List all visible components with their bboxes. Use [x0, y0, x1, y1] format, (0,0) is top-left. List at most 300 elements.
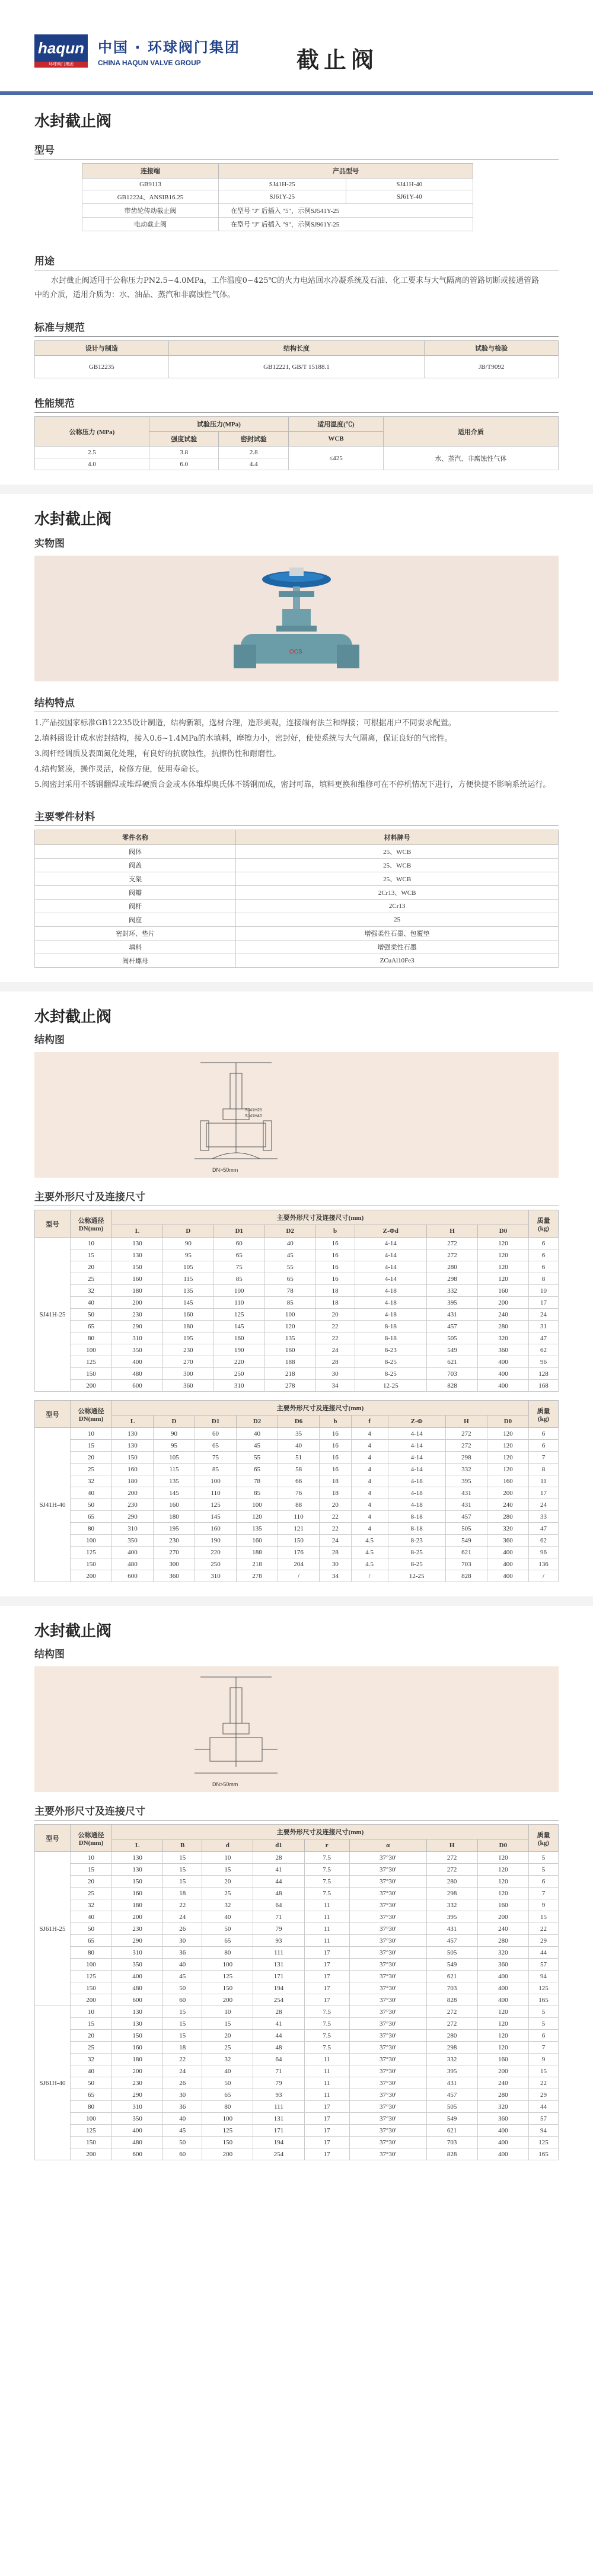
- table-cell: 120: [477, 2030, 528, 2042]
- table-cell: 80: [71, 1947, 112, 1959]
- table-header: 适用温度(℃): [289, 417, 384, 432]
- table-row: [35, 1285, 559, 1297]
- table-cell: 621: [445, 1547, 487, 1558]
- table-cell: 17: [304, 2148, 349, 2160]
- table-cell: 135: [154, 1475, 195, 1487]
- table-cell: 350: [112, 2113, 163, 2125]
- table-cell: 44: [529, 1947, 559, 1959]
- table-header: D0: [487, 1415, 528, 1428]
- table-cell: 40: [264, 1238, 315, 1249]
- table-cell: 2.8: [219, 447, 289, 458]
- table-cell: 190: [195, 1535, 237, 1547]
- table-cell: 37°30': [349, 1959, 426, 1971]
- table-row: [35, 1982, 559, 1994]
- table-cell: 4.5: [351, 1547, 388, 1558]
- table-cell: 40: [71, 1487, 112, 1499]
- table-cell: 278: [264, 1380, 315, 1392]
- table-cell: 621: [426, 2125, 477, 2137]
- table-cell: 95: [162, 1249, 213, 1261]
- table-cell: 9: [529, 1899, 559, 1911]
- table-cell: 94: [529, 1971, 559, 1982]
- table-cell: 130: [112, 2006, 163, 2018]
- table-cell: 400: [112, 1356, 163, 1368]
- table-header: f: [351, 1415, 388, 1428]
- table-row: [35, 2089, 559, 2101]
- table-cell: 600: [112, 1570, 154, 1582]
- performance-heading: 性能规范: [34, 395, 559, 413]
- table-header: L: [112, 1225, 163, 1238]
- table-cell: 22: [320, 1523, 352, 1535]
- table-cell: 100: [213, 1285, 264, 1297]
- table-cell: 16: [320, 1440, 352, 1452]
- table-cell: 120: [478, 1249, 529, 1261]
- table-header: 产品型号: [219, 164, 473, 178]
- table-cell: 37°30': [349, 2054, 426, 2065]
- table-cell: 17: [529, 1297, 559, 1309]
- table-row: [35, 1935, 559, 1947]
- table-cell: 40: [237, 1428, 278, 1440]
- table-cell: 8-23: [388, 1535, 445, 1547]
- table-cell: 110: [278, 1511, 320, 1523]
- table-cell: 120: [477, 2006, 528, 2018]
- table-cell: 310: [112, 1947, 163, 1959]
- table-cell: 188: [264, 1356, 315, 1368]
- table-cell: 37°30': [349, 2030, 426, 2042]
- table-cell: 37°30': [349, 2137, 426, 2148]
- table-cell: 111: [253, 1947, 304, 1959]
- table-cell: 828: [427, 1380, 478, 1392]
- table-header: D1: [213, 1225, 264, 1238]
- table-cell: 6: [529, 1238, 559, 1249]
- table-cell: 在型号 "J" 后插入 "5"，示例SJ541Y-25: [219, 204, 473, 218]
- table-cell: 360: [162, 1380, 213, 1392]
- table-cell: 320: [477, 1947, 528, 1959]
- table-cell: 25: [202, 1888, 253, 1899]
- table-row: [35, 1535, 559, 1547]
- section-divider: [0, 982, 593, 991]
- table-row: [35, 886, 559, 900]
- table-cell: 125: [71, 1547, 112, 1558]
- table-row: [82, 218, 473, 231]
- table-cell: 5: [529, 2006, 559, 2018]
- table-cell: 17: [304, 1971, 349, 1982]
- table-cell: 96: [529, 1547, 559, 1558]
- table-cell: 7.5: [304, 1888, 349, 1899]
- table-header: b: [320, 1415, 352, 1428]
- table-cell: 50: [71, 1923, 112, 1935]
- table-cell: 254: [253, 1994, 304, 2006]
- table-row: [35, 1876, 559, 1888]
- table-cell: 160: [195, 1523, 237, 1535]
- table-header: L: [112, 1415, 154, 1428]
- table-cell: 200: [112, 1487, 154, 1499]
- table-cell: 30: [315, 1368, 355, 1380]
- table-cell: 16: [315, 1249, 355, 1261]
- section-welded: [0, 1606, 593, 1663]
- table-cell: 37°30': [349, 2125, 426, 2137]
- table-cell: 36: [163, 2101, 202, 2113]
- table-row: [35, 1273, 559, 1285]
- table-cell: 3.8: [149, 447, 219, 458]
- brand-name-cn: 中国 · 环球阀门集团: [98, 39, 240, 56]
- table-cell: 37°30': [349, 1899, 426, 1911]
- table-header: 密封试验: [219, 432, 289, 447]
- table-cell: 160: [154, 1499, 195, 1511]
- table-cell: 310: [195, 1570, 237, 1582]
- table-cell: GB12235: [35, 356, 169, 378]
- table-cell: 55: [264, 1261, 315, 1273]
- table-header: 设计与制造: [35, 341, 169, 356]
- table-cell: 194: [253, 2137, 304, 2148]
- table-cell: 58: [278, 1464, 320, 1475]
- table-cell: 65: [213, 1249, 264, 1261]
- table-cell: 332: [445, 1464, 487, 1475]
- table-cell: /: [278, 1570, 320, 1582]
- table-cell: 400: [112, 1971, 163, 1982]
- table-cell: 7: [529, 1452, 559, 1464]
- table-cell: 阀杆螺母: [35, 954, 236, 968]
- table-cell: 480: [112, 1558, 154, 1570]
- table-cell: 37°30': [349, 2006, 426, 2018]
- table-header-row: [35, 417, 559, 432]
- dim-block-1: [0, 1178, 593, 1582]
- table-cell: 4-18: [388, 1475, 445, 1487]
- table-cell: GB9113: [82, 178, 219, 190]
- table-cell: 37°30': [349, 2018, 426, 2030]
- table-cell: 400: [477, 1971, 528, 1982]
- table-cell: 400: [477, 1994, 528, 2006]
- table-cell: 17: [304, 1994, 349, 2006]
- table-cell: 400: [477, 2137, 528, 2148]
- table-cell: 16: [315, 1273, 355, 1285]
- table-cell: 150: [202, 2137, 253, 2148]
- table-cell: 11: [304, 1911, 349, 1923]
- table-cell: 密封环、垫片: [35, 927, 236, 941]
- table-cell: 180: [112, 1899, 163, 1911]
- table-cell: 37°30': [349, 1947, 426, 1959]
- table-cell: 11: [304, 1899, 349, 1911]
- table-cell: 8: [529, 1464, 559, 1475]
- table-cell: 37°30': [349, 1911, 426, 1923]
- table-cell: 37°30': [349, 1852, 426, 1864]
- table-cell: 11: [304, 2089, 349, 2101]
- table-cell: 37°30': [349, 2065, 426, 2077]
- table-cell: 78: [264, 1285, 315, 1297]
- table-cell: 188: [237, 1547, 278, 1558]
- table-cell: 8-25: [388, 1558, 445, 1570]
- table-header: 零件名称: [35, 830, 236, 845]
- table-header: 型号: [35, 1210, 71, 1238]
- table-row: [35, 2006, 559, 2018]
- table-cell: 150: [71, 1982, 112, 1994]
- table-cell: 11: [304, 2054, 349, 2065]
- table-cell: 25: [71, 1273, 112, 1285]
- table-cell: 130: [112, 1238, 163, 1249]
- table-cell: 200: [71, 2148, 112, 2160]
- table-cell: 12-25: [355, 1380, 427, 1392]
- table-header: α: [349, 1839, 426, 1852]
- table-cell: 18: [315, 1297, 355, 1309]
- table-cell: 7.5: [304, 2018, 349, 2030]
- table-row: [35, 1309, 559, 1321]
- table-cell: 8-18: [388, 1511, 445, 1523]
- brand-name-en: CHINA HAQUN VALVE GROUP: [98, 59, 201, 67]
- table-cell: 40: [202, 1911, 253, 1923]
- section-overview: [0, 95, 593, 470]
- table-cell: SJ61H-40: [35, 2006, 71, 2160]
- table-cell: ≤425: [289, 447, 384, 470]
- table-cell: 20: [320, 1499, 352, 1511]
- table-cell: 254: [253, 2148, 304, 2160]
- table-cell: 180: [112, 1475, 154, 1487]
- table-cell: ZCuAl10Fe3: [236, 954, 559, 968]
- table-cell: 65: [264, 1273, 315, 1285]
- table-cell: 15: [71, 1864, 112, 1876]
- table-cell: 457: [426, 2089, 477, 2101]
- table-row: [35, 1511, 559, 1523]
- table-cell: 150: [71, 1368, 112, 1380]
- table-cell: 32: [71, 1285, 112, 1297]
- table-cell: 105: [162, 1261, 213, 1273]
- table-cell: 8-23: [355, 1344, 427, 1356]
- table-header: D6: [278, 1415, 320, 1428]
- table-cell: 4: [351, 1452, 388, 1464]
- table-cell: 8-25: [388, 1547, 445, 1558]
- table-header: H: [445, 1415, 487, 1428]
- table-cell: 505: [427, 1332, 478, 1344]
- table-row: [35, 1368, 559, 1380]
- table-cell: 171: [253, 1971, 304, 1982]
- table-cell: 65: [195, 1440, 237, 1452]
- table-cell: 131: [253, 2113, 304, 2125]
- table-cell: 135: [237, 1523, 278, 1535]
- table-cell: 310: [112, 2101, 163, 2113]
- table-cell: 7.5: [304, 1852, 349, 1864]
- table-cell: 33: [529, 1511, 559, 1523]
- table-header: 材料牌号: [236, 830, 559, 845]
- table-cell: 9: [529, 2054, 559, 2065]
- table-cell: 25: [71, 1464, 112, 1475]
- table-cell: 360: [487, 1535, 528, 1547]
- table-cell: 6: [529, 1876, 559, 1888]
- table-cell: 130: [112, 1864, 163, 1876]
- table-cell: 17: [304, 1959, 349, 1971]
- features-block: [0, 681, 593, 968]
- table-cell: 160: [162, 1309, 213, 1321]
- table-cell: 5: [529, 2018, 559, 2030]
- page-header: [0, 0, 593, 95]
- table-cell: 131: [253, 1959, 304, 1971]
- features-heading: 结构特点: [34, 694, 559, 712]
- table-row: [35, 1428, 559, 1440]
- table-header: 主要外形尺寸及连接尺寸(mm): [112, 1401, 529, 1415]
- table-cell: 22: [315, 1332, 355, 1344]
- table-cell: 200: [112, 2065, 163, 2077]
- table-cell: 150: [112, 1452, 154, 1464]
- dim-heading: 主要外形尺寸及连接尺寸: [34, 1188, 559, 1206]
- table-cell: 32: [71, 1899, 112, 1911]
- table-cell: 703: [427, 1368, 478, 1380]
- table-cell: 32: [71, 2054, 112, 2065]
- table-cell: 45: [264, 1249, 315, 1261]
- table-cell: 400: [487, 1570, 528, 1582]
- table-cell: 120: [478, 1273, 529, 1285]
- table-cell: 395: [426, 2065, 477, 2077]
- table-cell: 80: [202, 1947, 253, 1959]
- table-cell: 65: [202, 1935, 253, 1947]
- feature-item: 1.产品按国家标准GB12235设计制造，结构新颖，选材合理，造形美观，连接端有法兰和焊接；可根据用户不同要求配置。: [34, 719, 456, 728]
- table-cell: 22: [163, 1899, 202, 1911]
- table-cell: 4-14: [388, 1452, 445, 1464]
- table-cell: 17: [304, 2101, 349, 2113]
- table-cell: 240: [477, 2077, 528, 2089]
- table-cell: 125: [71, 1971, 112, 1982]
- table-cell: 400: [487, 1558, 528, 1570]
- table-cell: 280: [477, 2089, 528, 2101]
- table-cell: 125: [202, 2125, 253, 2137]
- drawing-note: DN>50mm: [212, 1167, 238, 1173]
- table-cell: 47: [529, 1523, 559, 1535]
- table-cell: 290: [112, 2089, 163, 2101]
- table-row: [35, 859, 559, 872]
- table-cell: 15: [71, 1249, 112, 1261]
- table-cell: 41: [253, 2018, 304, 2030]
- table-cell: 200: [477, 2065, 528, 2077]
- table-cell: 93: [253, 2089, 304, 2101]
- table-cell: 270: [154, 1547, 195, 1558]
- table-cell: 76: [278, 1487, 320, 1499]
- table-header: D2: [237, 1415, 278, 1428]
- table-header: 质量 (kg): [529, 1401, 559, 1428]
- table-cell: 阀盖: [35, 859, 236, 872]
- table-cell: SJ61Y-40: [346, 190, 473, 204]
- table-cell: 125: [529, 2137, 559, 2148]
- table-cell: 120: [478, 1238, 529, 1249]
- table-cell: 15: [71, 2018, 112, 2030]
- table-cell: 15: [163, 1876, 202, 1888]
- table-cell: 128: [529, 1368, 559, 1380]
- table-cell: 320: [487, 1523, 528, 1535]
- table-cell: 105: [154, 1452, 195, 1464]
- table-cell: 24: [163, 1911, 202, 1923]
- table-cell: 100: [71, 1344, 112, 1356]
- table-cell: 22: [529, 2077, 559, 2089]
- logo-text: haqun: [38, 39, 84, 57]
- table-cell: 25: [71, 2042, 112, 2054]
- table-cell: 121: [278, 1523, 320, 1535]
- table-cell: 195: [162, 1332, 213, 1344]
- table-cell: 115: [162, 1273, 213, 1285]
- table-cell: 88: [278, 1499, 320, 1511]
- table-cell: 200: [112, 1911, 163, 1923]
- table-cell: 64: [253, 2054, 304, 2065]
- table-header-row: [35, 830, 559, 845]
- table-cell: 310: [213, 1380, 264, 1392]
- table-cell: 60: [163, 1994, 202, 2006]
- table-cell: 400: [112, 1547, 154, 1558]
- table-cell: 5: [529, 1852, 559, 1864]
- table-row: [35, 447, 559, 458]
- table-row: [35, 1440, 559, 1452]
- table-header: 强度试验: [149, 432, 219, 447]
- table-cell: 120: [478, 1261, 529, 1273]
- standards-heading: 标准与规范: [34, 319, 559, 337]
- table-row: [35, 2137, 559, 2148]
- table-cell: 150: [278, 1535, 320, 1547]
- table-cell: 4-14: [388, 1440, 445, 1452]
- table-cell: 457: [427, 1321, 478, 1332]
- table-cell: GB12224、ANSIB16.25: [82, 190, 219, 204]
- table-cell: 85: [237, 1487, 278, 1499]
- table-cell: 20: [71, 1452, 112, 1464]
- table-cell: 37°30': [349, 1994, 426, 2006]
- table-cell: 15: [202, 1864, 253, 1876]
- table-cell: 47: [529, 1332, 559, 1344]
- table-cell: 400: [112, 2125, 163, 2137]
- table-cell: 168: [529, 1380, 559, 1392]
- table-cell: SJ61H-25: [35, 1852, 71, 2006]
- table-cell: 280: [426, 2030, 477, 2042]
- feature-item: 4.结构紧凑，操作灵活，检修方便，使用寿命长。: [34, 765, 204, 774]
- table-cell: 40: [278, 1440, 320, 1452]
- feature-item: 3.阀杆经调质及表面氮化处理，有良好的抗腐蚀性，抗擦伤性和耐磨性。: [34, 750, 281, 758]
- table-header: 质量 (kg): [529, 1825, 559, 1852]
- table-cell: 125: [213, 1309, 264, 1321]
- table-row: [35, 1971, 559, 1982]
- table-cell: 37°30': [349, 2101, 426, 2113]
- table-cell: SJ61Y-25: [219, 190, 346, 204]
- table-cell: 160: [237, 1535, 278, 1547]
- table-cell: 200: [477, 1911, 528, 1923]
- table-cell: /: [351, 1570, 388, 1582]
- table-cell: 18: [320, 1475, 352, 1487]
- table-cell: 37°30': [349, 2113, 426, 2125]
- table-row: [35, 1249, 559, 1261]
- table-cell: 5: [529, 1864, 559, 1876]
- table-cell: 24: [315, 1344, 355, 1356]
- table-row: [35, 1547, 559, 1558]
- table-row: [35, 2065, 559, 2077]
- table-cell: 44: [253, 1876, 304, 1888]
- table-cell: 290: [112, 1321, 163, 1332]
- table-cell: 25: [236, 913, 559, 927]
- table-cell: 62: [529, 1535, 559, 1547]
- section-flanged: [0, 991, 593, 1048]
- table-cell: 64: [253, 1899, 304, 1911]
- table-row: [35, 1864, 559, 1876]
- table-row: [35, 1839, 559, 1852]
- table-cell: 505: [445, 1523, 487, 1535]
- table-cell: 35: [278, 1428, 320, 1440]
- brand-logo: [34, 34, 88, 62]
- structure-drawing: [34, 1052, 559, 1178]
- drawing-label: SJ41H40: [245, 1114, 262, 1118]
- table-cell: 37°30': [349, 1982, 426, 1994]
- table-cell: 160: [487, 1475, 528, 1487]
- table-cell: 300: [154, 1558, 195, 1570]
- table-cell: 120: [264, 1321, 315, 1332]
- table-cell: 17: [304, 2125, 349, 2137]
- table-cell: 10: [71, 1428, 112, 1440]
- table-cell: 75: [213, 1261, 264, 1273]
- table-cell: 400: [477, 1982, 528, 1994]
- table-cell: 6: [529, 1440, 559, 1452]
- table-header: Z-Φd: [355, 1225, 427, 1238]
- drawing-heading: 结构图: [34, 1649, 65, 1660]
- table-header: 质量 (kg): [529, 1210, 559, 1238]
- table-cell: 15: [163, 2030, 202, 2042]
- table-cell: 80: [202, 2101, 253, 2113]
